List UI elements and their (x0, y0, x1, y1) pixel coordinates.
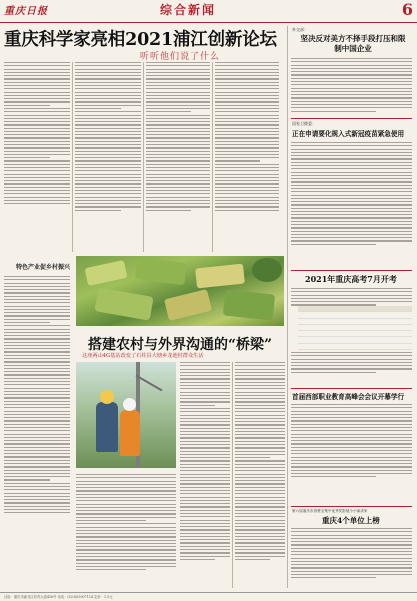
story2-text (291, 142, 412, 247)
story1-title: 坚决反对美方不择手段打压和限制中国企业 (300, 34, 406, 53)
story2-kicker: 国家卫健委： (292, 121, 316, 126)
feature-subhead: 这座两山4G基站改变了石柱县大塘乡龙池村群众生活 (82, 353, 204, 359)
page-header (0, 0, 417, 23)
story2-title: 正在申请要化规入式新冠疫苗紧急使用 (292, 130, 405, 138)
story3-title: 2021年重庆高考7月开考 (305, 274, 397, 284)
feature-headline: 搭建农村与外界沟通的“桥梁” (88, 337, 273, 353)
feature-col2-text (235, 362, 285, 562)
page-footer: 社址：重庆市渝北区同茂大道416号 电话：(023)63907114 定价：1.5元 (0, 592, 417, 601)
lead-col2-text (75, 62, 141, 213)
story5-title: 重庆4个单位上榜 (322, 516, 380, 525)
feature-lower-text (76, 474, 176, 572)
story5-kicker: 第六届重庆市消费全集中优秀奖影展小小演讲家 (292, 509, 368, 513)
farmland-aerial-photo (76, 256, 284, 326)
lead-col4-text (215, 62, 279, 213)
story3-text-2 (291, 352, 412, 375)
page-number: 6 (401, 0, 413, 19)
story3-text (291, 288, 412, 308)
story1-kicker: 外交部： (292, 27, 308, 32)
lead-col3-text (146, 62, 210, 213)
lead-subhead: 听听他们说了什么 (140, 52, 221, 62)
feature-col1-text (180, 362, 230, 562)
side-box-text (4, 276, 70, 516)
lead-headline: 重庆科学家亮相2021浦江创新论坛 (4, 30, 277, 50)
story4-title: 首届西部职业教育高峰会会议开幕学行 (292, 393, 405, 401)
masthead-logo: 重庆日报 (4, 6, 48, 17)
story1-text (291, 58, 412, 114)
story4-text (291, 404, 412, 479)
lead-col1-text (4, 62, 70, 206)
tower-workers-photo (76, 362, 176, 468)
side-box-title: 特色产业促乡村振兴 (16, 264, 71, 271)
exam-schedule-table (298, 306, 412, 356)
story5-text (291, 528, 412, 581)
section-title: 综合新闻 (160, 3, 217, 17)
